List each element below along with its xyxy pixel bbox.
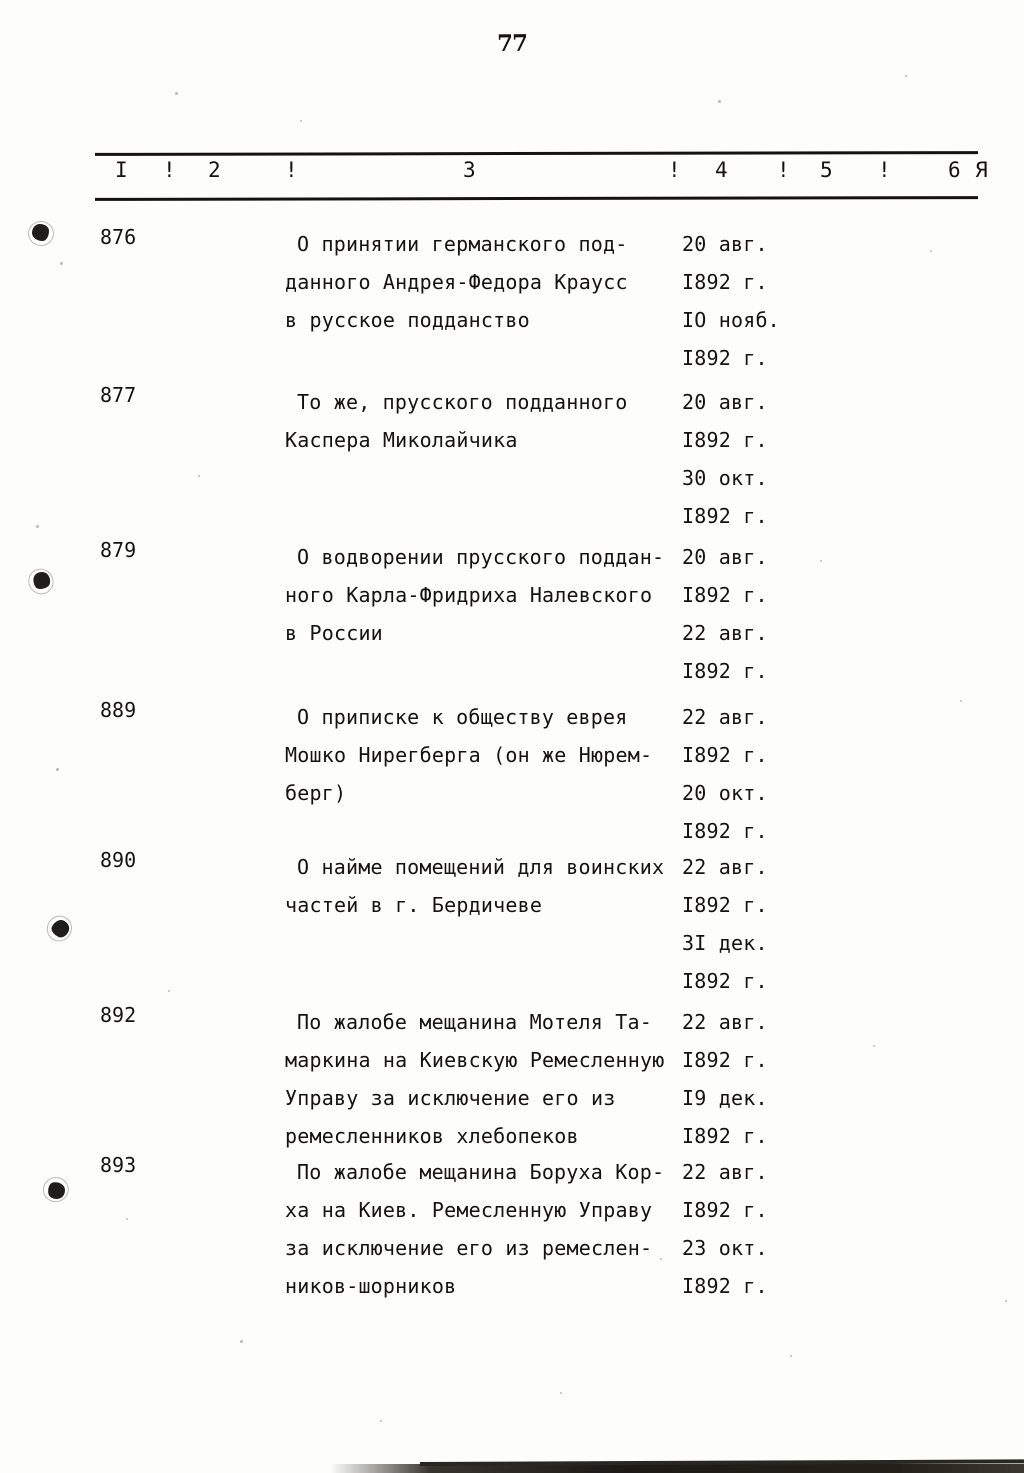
- entry-description-line: ного Карла-Фридриха Налевского: [285, 583, 653, 607]
- scan-speck: [820, 560, 822, 562]
- entry-number: 876: [100, 225, 137, 249]
- entry-dates: [682, 698, 862, 850]
- entry-date-line: I892 г.: [682, 969, 768, 993]
- entry-date-line: I892 г.: [682, 270, 768, 294]
- header-rule-bottom: [95, 196, 978, 201]
- column-header-3: !: [285, 158, 299, 182]
- entry-dates: [682, 1003, 862, 1155]
- entry-date-line: I892 г.: [682, 893, 768, 917]
- scan-speck: [905, 75, 907, 77]
- entry-date-line: 22 авг.: [682, 1010, 768, 1034]
- column-header-5: !: [668, 158, 682, 182]
- entry-description-line: О приписке к обществу еврея: [297, 705, 628, 729]
- entry-date-line: I892 г.: [682, 583, 768, 607]
- column-header-10: 6: [948, 158, 962, 182]
- entry-description: [285, 848, 675, 924]
- entry-description-line: По жалобе мещанина Боруха Кор-: [297, 1160, 665, 1184]
- entry-date-line: I892 г.: [682, 659, 768, 683]
- page-folio: 77: [496, 29, 528, 58]
- scan-speck: [790, 1355, 792, 1357]
- entry-description-line: О принятии германского под-: [297, 232, 628, 256]
- entry-number: 889: [100, 698, 137, 722]
- entry-description-line: берг): [285, 781, 347, 805]
- scan-speck: [560, 1392, 562, 1394]
- entry-dates: [682, 538, 862, 690]
- entry-description-line: О найме помещений для воинских: [297, 855, 665, 879]
- entry-description-line: ремесленников хлебопеков: [285, 1124, 579, 1148]
- column-header-2: 2: [208, 158, 222, 182]
- entry-description-line: в русское подданство: [285, 308, 530, 332]
- scan-speck: [930, 250, 932, 252]
- entry-date-line: I892 г.: [682, 1274, 768, 1298]
- entry-description-line: в России: [285, 621, 383, 645]
- column-header-1: !: [163, 158, 177, 182]
- entry-description: [285, 383, 675, 459]
- margin-ink-blot: [49, 917, 71, 939]
- entry-date-line: 20 окт.: [682, 781, 768, 805]
- entry-description: [285, 1003, 675, 1155]
- entry-date-line: 22 авг.: [682, 621, 768, 645]
- scan-speck: [198, 475, 200, 477]
- scan-speck: [240, 1340, 243, 1343]
- scan-speck: [1005, 1300, 1007, 1302]
- entry-date-line: 20 авг.: [682, 545, 768, 569]
- scan-speck: [60, 262, 63, 265]
- entry-dates: [682, 848, 862, 1000]
- entry-date-line: 22 авг.: [682, 705, 768, 729]
- entry-description-line: Мошко Нирегберга (он же Нюрем-: [285, 743, 653, 767]
- entry-date-line: I9 дек.: [682, 1086, 768, 1110]
- scan-speck: [56, 768, 59, 771]
- scan-speck: [718, 100, 721, 103]
- margin-ink-blot: [32, 224, 49, 241]
- column-header-6: 4: [715, 158, 729, 182]
- column-number-row: [95, 158, 989, 196]
- entry-description-line: частей в г. Бердичеве: [285, 893, 543, 917]
- entry-date-line: I892 г.: [682, 1198, 768, 1222]
- entry-description-line: маркина на Киевскую Ремесленную: [285, 1048, 665, 1072]
- entry-date-line: 30 окт.: [682, 466, 768, 490]
- entry-date-line: I892 г.: [682, 1048, 768, 1072]
- entry-date-line: 22 авг.: [682, 855, 768, 879]
- margin-ink-blot: [47, 1181, 66, 1200]
- table-header-band: [95, 152, 989, 200]
- entry-date-line: 23 окт.: [682, 1236, 768, 1260]
- entry-description: [285, 538, 675, 652]
- entry-dates: [682, 1153, 862, 1305]
- entry-date-line: IO нояб.: [682, 308, 780, 332]
- entry-date-line: 20 авг.: [682, 232, 768, 256]
- entry-number: 890: [100, 848, 137, 872]
- entry-date-line: I892 г.: [682, 504, 768, 528]
- scan-speck: [660, 1258, 662, 1260]
- entry-dates: [682, 225, 862, 377]
- entry-description-line: ха на Киев. Ремесленную Управу: [285, 1198, 653, 1222]
- column-header-9: !: [878, 158, 892, 182]
- scan-speck: [300, 120, 302, 122]
- entry-date-line: 20 авг.: [682, 390, 768, 414]
- entry-number: 877: [100, 383, 137, 407]
- scan-speck: [380, 1420, 382, 1422]
- entry-date-line: I892 г.: [682, 819, 768, 843]
- entry-description-line: То же, прусского подданного: [297, 390, 628, 414]
- scan-speck: [168, 990, 170, 992]
- column-header-8: 5: [820, 158, 834, 182]
- scan-speck: [873, 1045, 875, 1047]
- entry-date-line: I892 г.: [682, 346, 768, 370]
- column-header-7: !: [777, 158, 791, 182]
- entry-description: [285, 1153, 675, 1305]
- entry-description-line: Управу за исключение его из: [285, 1086, 616, 1110]
- entry-description-line: данного Андрея-Федора Краусс: [285, 270, 628, 294]
- scan-speck: [175, 92, 178, 95]
- column-header-0: I: [115, 158, 129, 182]
- entry-number: 879: [100, 538, 137, 562]
- column-header-11: Я: [975, 158, 989, 182]
- scan-speck: [36, 525, 39, 528]
- entry-date-line: 3I дек.: [682, 931, 768, 955]
- entry-description: [285, 698, 675, 812]
- entry-number: 892: [100, 1003, 137, 1027]
- entry-date-line: 22 авг.: [682, 1160, 768, 1184]
- entry-description-line: О водворении прусского поддан-: [297, 545, 665, 569]
- header-rule-top: [95, 151, 978, 156]
- entry-description-line: Каспера Миколайчика: [285, 428, 518, 452]
- entry-description-line: ников-шорников: [285, 1274, 457, 1298]
- scan-speck: [960, 700, 962, 702]
- margin-ink-blot: [30, 569, 54, 593]
- entry-description-line: По жалобе мещанина Мотеля Та-: [297, 1010, 652, 1034]
- entry-date-line: I892 г.: [682, 428, 768, 452]
- entry-date-line: I892 г.: [682, 743, 768, 767]
- entry-description: [285, 225, 675, 339]
- column-header-4: 3: [463, 158, 477, 182]
- entry-dates: [682, 383, 862, 535]
- entry-date-line: I892 г.: [682, 1124, 768, 1148]
- entry-description-line: за исключение его из ремеслен-: [285, 1236, 653, 1260]
- scan-speck: [126, 1218, 128, 1220]
- entry-number: 893: [100, 1153, 137, 1177]
